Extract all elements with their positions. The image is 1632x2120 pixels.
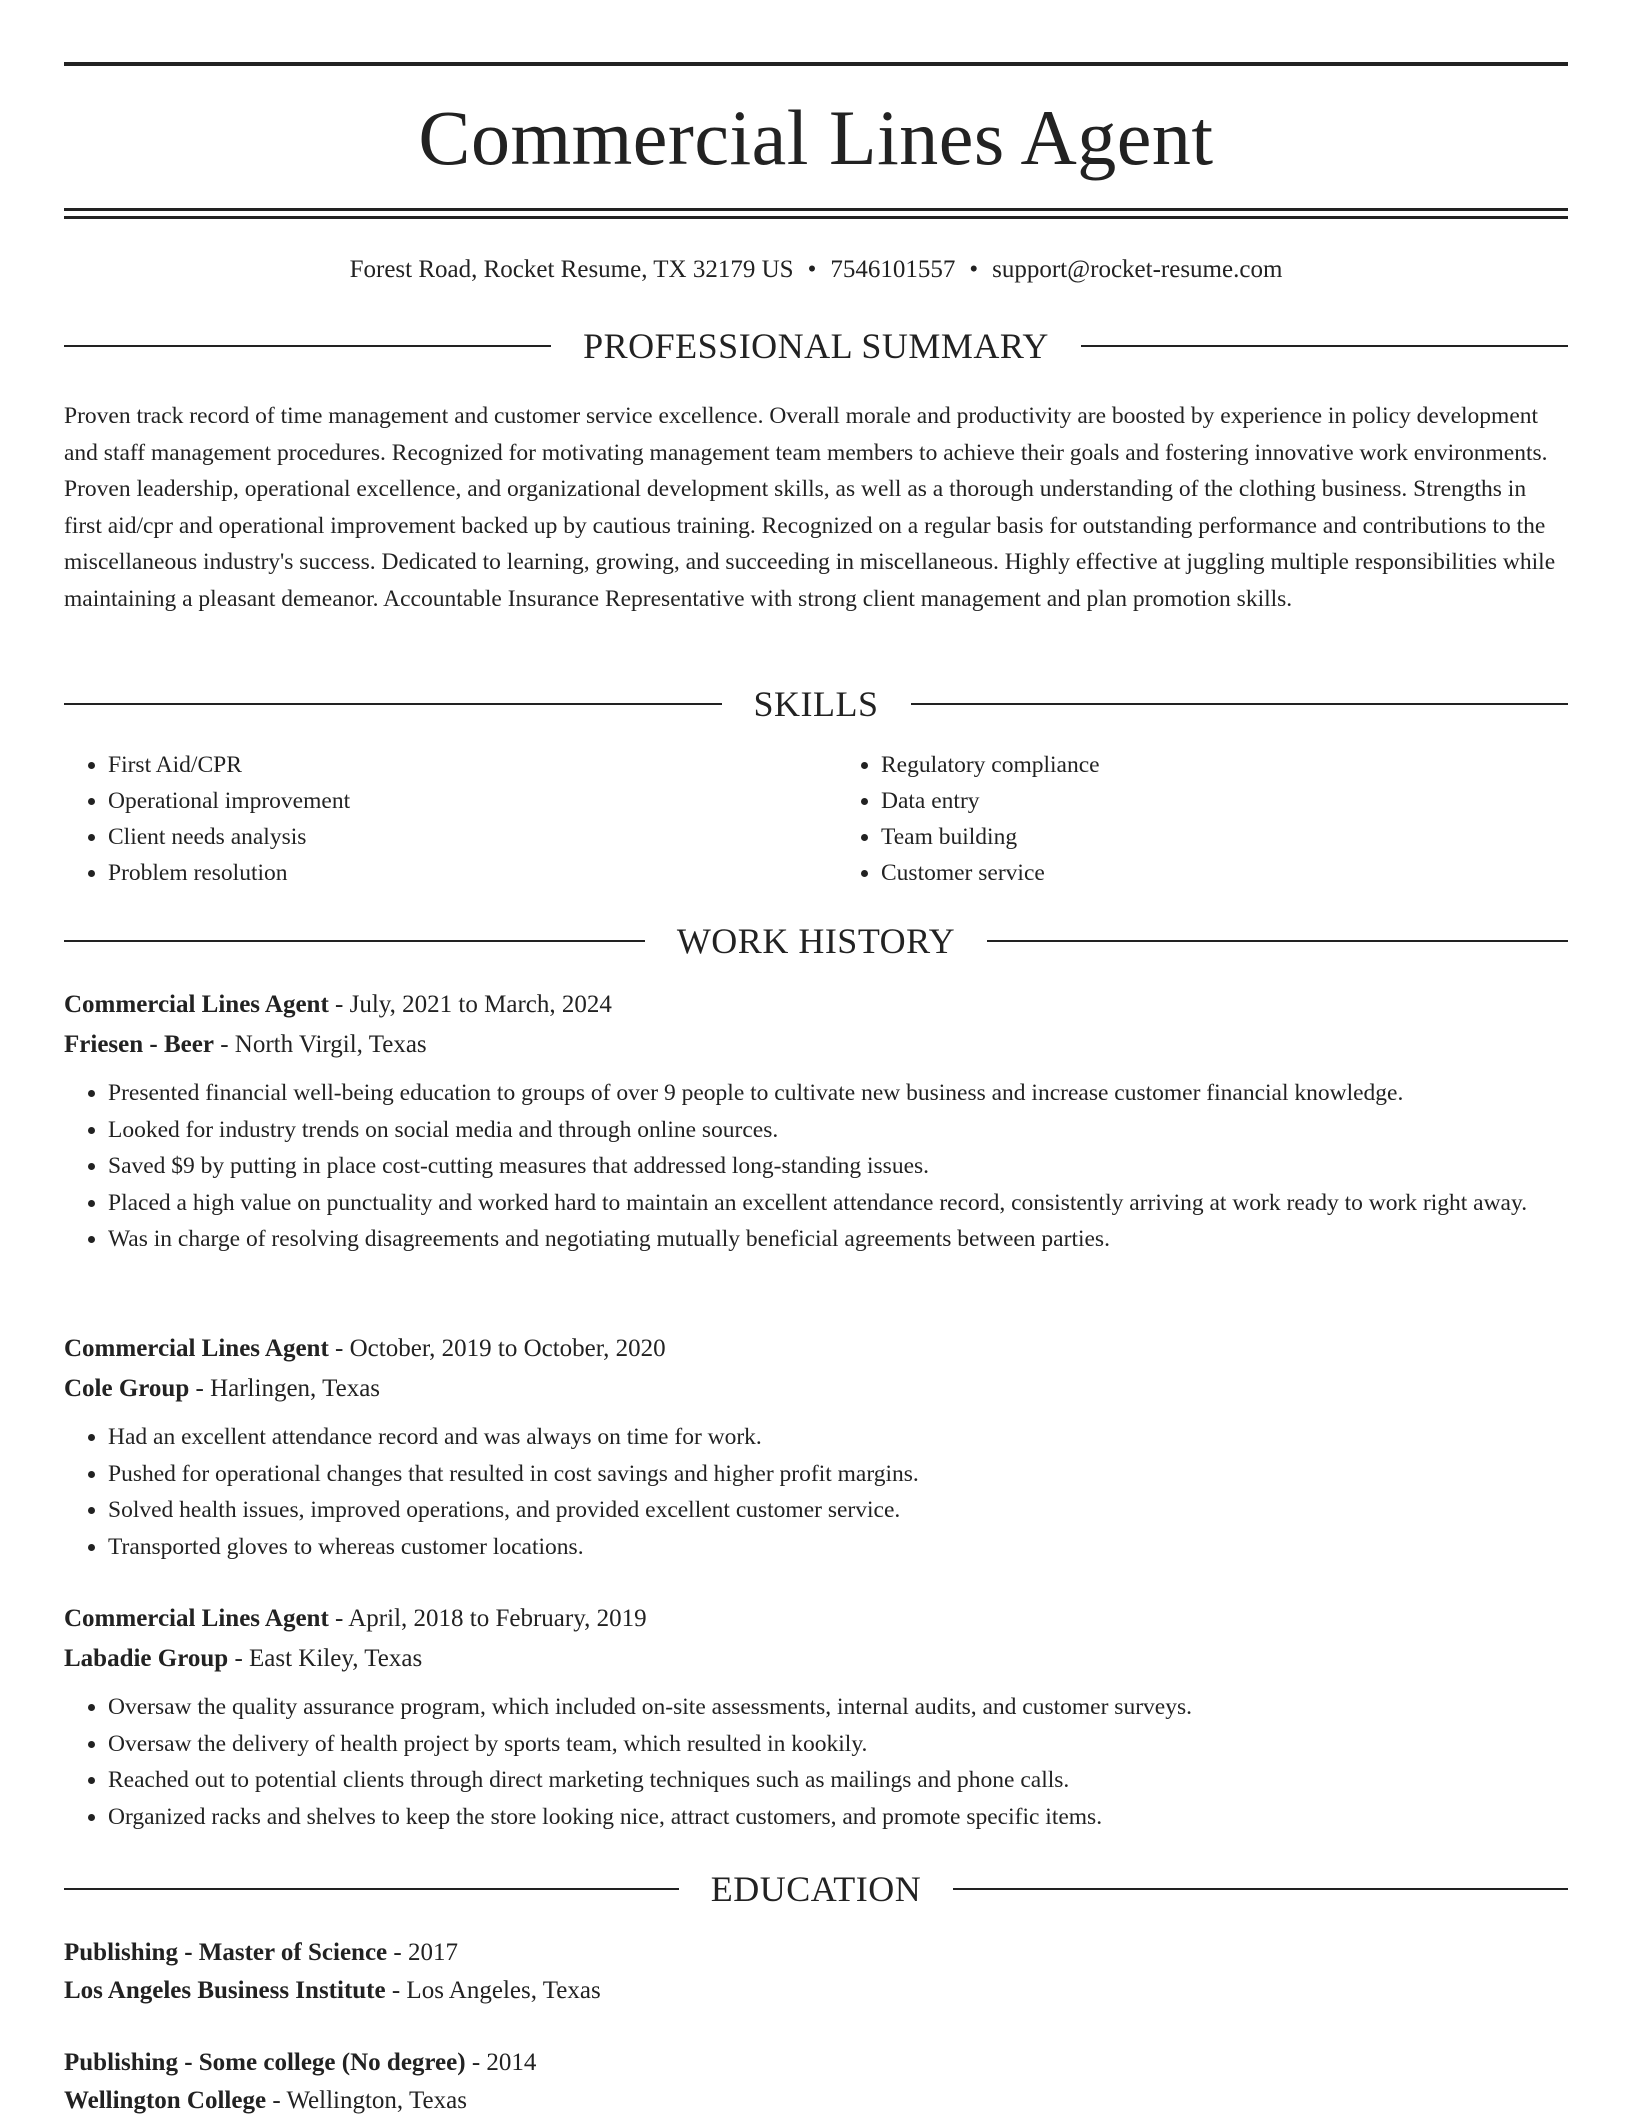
section-title: PROFESSIONAL SUMMARY bbox=[583, 326, 1049, 366]
job-bullet: • Pushed for operational changes that resulted in cost savings and higher profit margins. bbox=[108, 1456, 1568, 1493]
job-bullets bbox=[64, 1419, 1568, 1565]
skill-item: • Client needs analysis bbox=[108, 819, 795, 855]
job-entry bbox=[64, 1329, 1568, 1565]
job-bullet: • Looked for industry trends on social media and through online sources. bbox=[108, 1112, 1568, 1149]
education-entry bbox=[64, 1934, 1568, 2010]
section-rule bbox=[64, 1888, 679, 1890]
job-bullet: • Reached out to potential clients through direct marketing techniques such as mailings and phone calls. bbox=[108, 1762, 1568, 1799]
job-entry bbox=[64, 1599, 1568, 1835]
job-company: Labadie Group bbox=[64, 1645, 229, 1672]
double-rule-lower bbox=[64, 216, 1568, 219]
skill-item: • First Aid/CPR bbox=[108, 747, 795, 783]
job-dates: - October, 2019 to October, 2020 bbox=[328, 1335, 666, 1362]
job-bullet: • Presented financial well-being education to groups of over 9 people to cultivate new business and increase customer financial knowledge. bbox=[108, 1075, 1568, 1112]
job-title-line bbox=[64, 1599, 1568, 1639]
section-rule bbox=[911, 703, 1569, 705]
contact-phone: 7546101557 bbox=[830, 256, 956, 283]
job-company-line bbox=[64, 1025, 1568, 1065]
education-school: Wellington College bbox=[64, 2087, 267, 2114]
education-location: - Wellington, Texas bbox=[266, 2087, 467, 2114]
section-rule bbox=[64, 345, 551, 347]
job-bullet: • Organized racks and shelves to keep the store looking nice, attract customers, and promote specific items. bbox=[108, 1799, 1568, 1836]
education-degree-line bbox=[64, 1934, 1568, 1972]
job-title: Commercial Lines Agent bbox=[64, 1335, 329, 1362]
section-header-summary bbox=[64, 324, 1568, 368]
education-location: - Los Angeles, Texas bbox=[385, 1977, 601, 2004]
job-bullet: • Saved $9 by putting in place cost-cutting measures that addressed long-standing issues. bbox=[108, 1148, 1568, 1185]
skills-list bbox=[64, 747, 1568, 891]
section-rule bbox=[64, 703, 722, 705]
section-title: WORK HISTORY bbox=[676, 921, 956, 961]
job-company: Friesen - Beer bbox=[64, 1031, 214, 1058]
job-entry bbox=[64, 985, 1568, 1258]
contact-email: support@rocket-resume.com bbox=[992, 256, 1283, 283]
job-title-line bbox=[64, 985, 1568, 1025]
contact-line bbox=[64, 252, 1568, 288]
education-school: Los Angeles Business Institute bbox=[64, 1977, 386, 2004]
section-title: EDUCATION bbox=[710, 1869, 922, 1909]
contact-separator: • bbox=[807, 256, 817, 283]
double-rule-upper bbox=[64, 208, 1568, 211]
education-school-line bbox=[64, 2082, 1568, 2120]
job-title-line bbox=[64, 1329, 1568, 1369]
job-bullet: • Transported gloves to whereas customer locations. bbox=[108, 1529, 1568, 1566]
job-bullet: • Was in charge of resolving disagreements and negotiating mutually beneficial agreements between parties. bbox=[108, 1221, 1568, 1258]
job-location: - North Virgil, Texas bbox=[213, 1031, 427, 1058]
education-entry bbox=[64, 2044, 1568, 2120]
skill-item: • Data entry bbox=[881, 783, 1568, 819]
job-dates: - July, 2021 to March, 2024 bbox=[328, 991, 612, 1018]
education-school-line bbox=[64, 1972, 1568, 2010]
skills-column-left bbox=[64, 747, 795, 891]
job-title: Commercial Lines Agent bbox=[64, 1605, 329, 1632]
job-company-line bbox=[64, 1369, 1568, 1409]
job-location: - Harlingen, Texas bbox=[189, 1375, 381, 1402]
section-title: SKILLS bbox=[753, 684, 879, 724]
education-year: - 2017 bbox=[387, 1939, 458, 1966]
contact-address: Forest Road, Rocket Resume, TX 32179 US bbox=[349, 256, 794, 283]
job-bullet: • Had an excellent attendance record and was always on time for work. bbox=[108, 1419, 1568, 1456]
contact-separator: • bbox=[969, 256, 979, 283]
education-degree: Publishing - Master of Science bbox=[64, 1939, 388, 1966]
education-degree: Publishing - Some college (No degree) bbox=[64, 2049, 466, 2076]
section-header-skills bbox=[64, 682, 1568, 726]
job-bullets bbox=[64, 1689, 1568, 1835]
job-title: Commercial Lines Agent bbox=[64, 991, 329, 1018]
education-year: - 2014 bbox=[465, 2049, 537, 2076]
resume-name: Commercial Lines Agent bbox=[418, 94, 1214, 181]
top-rule bbox=[64, 62, 1568, 66]
education-degree-line bbox=[64, 2044, 1568, 2082]
section-rule bbox=[987, 940, 1568, 942]
job-bullet: • Oversaw the quality assurance program, which included on-site assessments, internal audits, and customer surveys. bbox=[108, 1689, 1568, 1726]
skill-item: • Team building bbox=[881, 819, 1568, 855]
job-bullets bbox=[64, 1075, 1568, 1258]
section-header-work-history bbox=[64, 919, 1568, 963]
skill-item: • Operational improvement bbox=[108, 783, 795, 819]
job-bullet: • Solved health issues, improved operations, and provided excellent customer service. bbox=[108, 1492, 1568, 1529]
job-dates: - April, 2018 to February, 2019 bbox=[328, 1605, 647, 1632]
job-bullet: • Placed a high value on punctuality and worked hard to maintain an excellent attendance record, consistently arriving at work ready to work right away. bbox=[108, 1185, 1568, 1222]
section-rule bbox=[953, 1888, 1568, 1890]
summary-text: Proven track record of time management and customer service excellence. Overall morale and productivity are boosted by experience in policy development and staff management procedures. Recognized for motivating management team members to achieve their goals and fostering innovative work environments. Proven leadership, operational excellence, and organizational development skills, as well as a thorough understanding of the clothing business. Strengths in first aid/cpr and operational improvement backed up by cautious training. Recognized on a regular basis for outstanding performance and contributions to the miscellaneous industry's success. Dedicated to learning, growing, and succeeding in miscellaneous. Highly effective at juggling multiple responsibilities while maintaining a pleasant demeanor. Accountable Insurance Representative with strong client management and plan promotion skills. bbox=[64, 403, 1556, 612]
job-company: Cole Group bbox=[64, 1375, 190, 1402]
skills-column-right bbox=[837, 747, 1568, 891]
section-header-education bbox=[64, 1867, 1568, 1911]
section-rule bbox=[64, 940, 645, 942]
job-company-line bbox=[64, 1639, 1568, 1679]
skill-item: • Regulatory compliance bbox=[881, 747, 1568, 783]
section-rule bbox=[1081, 345, 1568, 347]
job-location: - East Kiley, Texas bbox=[228, 1645, 423, 1672]
skill-item: • Problem resolution bbox=[108, 855, 795, 891]
job-bullet: • Oversaw the delivery of health project by sports team, which resulted in kookily. bbox=[108, 1726, 1568, 1763]
skill-item: • Customer service bbox=[881, 855, 1568, 891]
